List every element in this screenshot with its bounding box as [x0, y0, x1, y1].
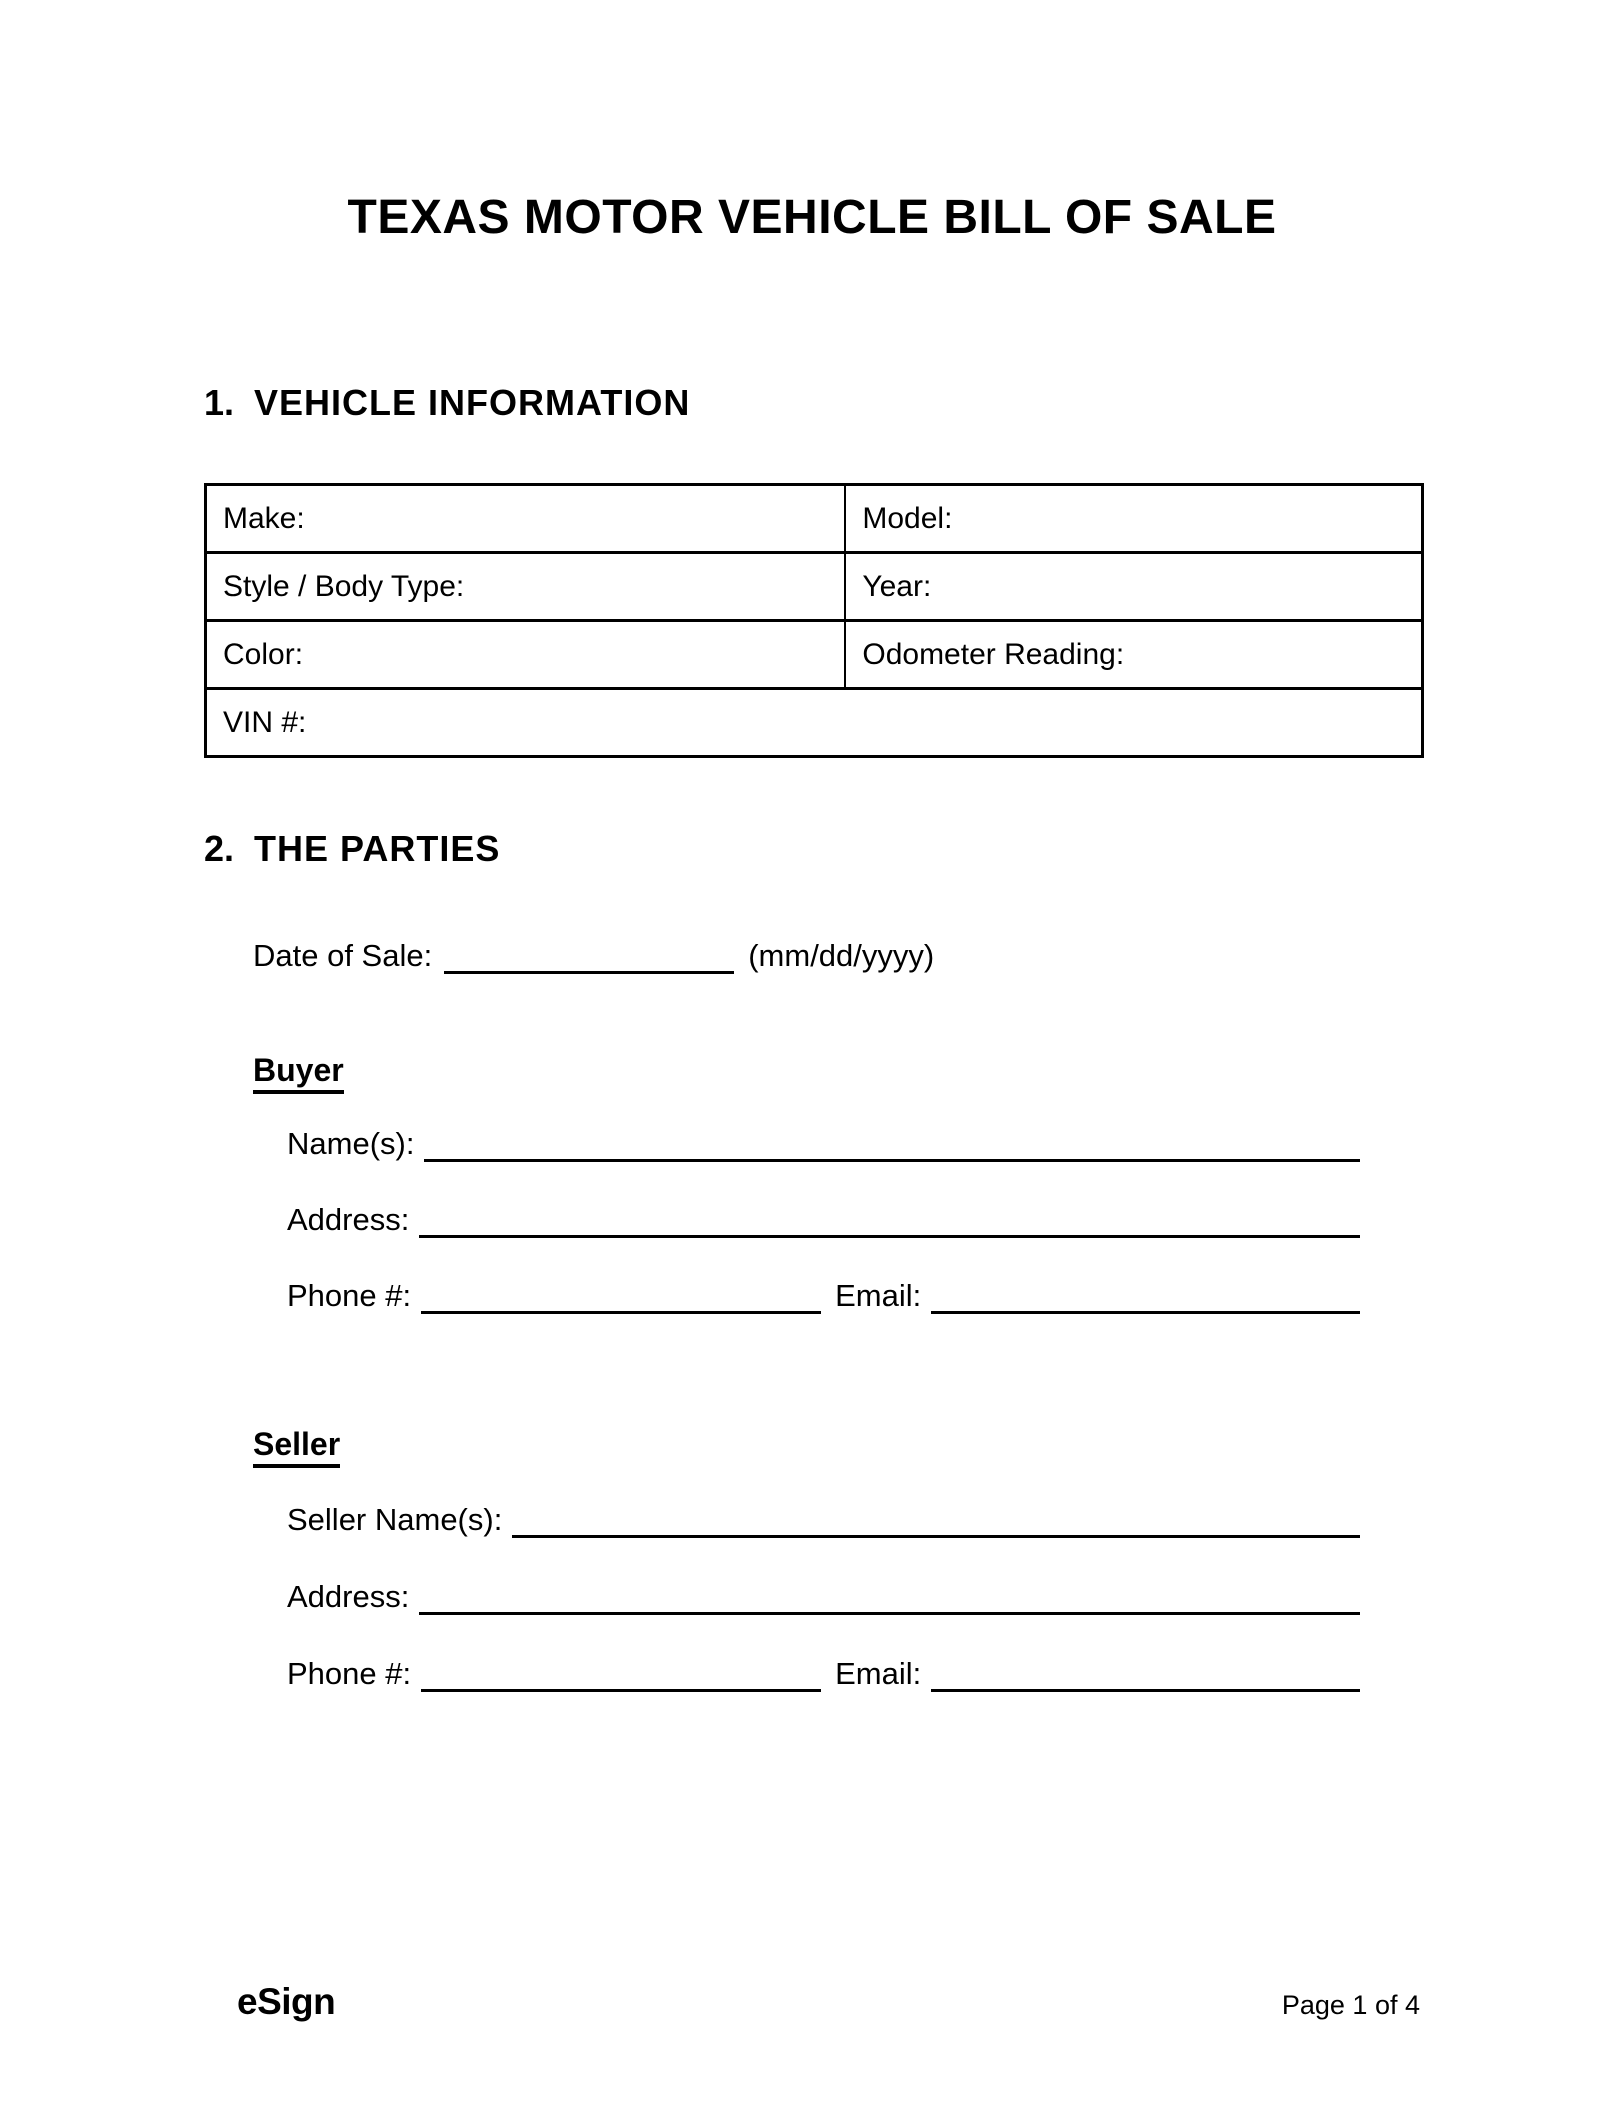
- seller-email-label: Email:: [835, 1656, 922, 1691]
- buyer-name-input-line[interactable]: [424, 1126, 1360, 1162]
- section-heading-label: VEHICLE INFORMATION: [254, 382, 691, 423]
- seller-heading-label: Seller: [253, 1428, 340, 1468]
- style-body-type-field-cell[interactable]: [206, 553, 846, 621]
- seller-phone-email-row: [287, 1656, 1360, 1692]
- seller-name-input-line[interactable]: [512, 1502, 1360, 1538]
- seller-address-label: Address:: [287, 1579, 410, 1614]
- document-title: TEXAS MOTOR VEHICLE BILL OF SALE: [347, 191, 1277, 244]
- year-field-cell[interactable]: [845, 553, 1422, 621]
- vin-field-cell[interactable]: [206, 689, 1423, 757]
- page-indicator: Page 1 of 4: [1281, 1990, 1420, 2020]
- buyer-address-label: Address:: [287, 1202, 410, 1237]
- table-row: [206, 485, 1423, 553]
- seller-heading: [253, 1428, 340, 1468]
- seller-name-label: Seller Name(s):: [287, 1502, 503, 1537]
- make-field-cell[interactable]: [206, 485, 846, 553]
- section-number: 2.: [204, 828, 235, 869]
- color-field-cell[interactable]: [206, 621, 846, 689]
- buyer-phone-label: Phone #:: [287, 1278, 412, 1313]
- buyer-phone-input-line[interactable]: [421, 1278, 821, 1314]
- date-of-sale-input-line[interactable]: [444, 938, 734, 974]
- section-heading-label: THE PARTIES: [254, 828, 501, 869]
- buyer-email-label: Email:: [835, 1278, 922, 1313]
- table-row: [206, 621, 1423, 689]
- vin-label: VIN #:: [223, 706, 307, 739]
- esign-logo: eSign: [237, 1981, 336, 2022]
- seller-phone-input-line[interactable]: [421, 1656, 821, 1692]
- buyer-name-label: Name(s):: [287, 1126, 415, 1161]
- buyer-name-row: [287, 1126, 1360, 1162]
- seller-address-input-line[interactable]: [419, 1579, 1360, 1615]
- odometer-label: Odometer Reading:: [862, 638, 1125, 671]
- buyer-phone-email-row: [287, 1278, 1360, 1314]
- style-body-type-label: Style / Body Type:: [223, 570, 465, 603]
- seller-address-row: [287, 1579, 1360, 1615]
- seller-name-row: [287, 1502, 1360, 1538]
- table-row: [206, 689, 1423, 757]
- buyer-address-input-line[interactable]: [419, 1202, 1360, 1238]
- section-heading-the-parties: [204, 828, 501, 869]
- date-of-sale-label: Date of Sale:: [253, 938, 433, 973]
- seller-phone-label: Phone #:: [287, 1656, 412, 1691]
- seller-email-input-line[interactable]: [931, 1656, 1360, 1692]
- buyer-email-input-line[interactable]: [931, 1278, 1360, 1314]
- section-number: 1.: [204, 382, 235, 423]
- table-row: [206, 553, 1423, 621]
- buyer-heading: [253, 1054, 344, 1094]
- model-field-cell[interactable]: [845, 485, 1422, 553]
- buyer-heading-label: Buyer: [253, 1054, 344, 1094]
- year-label: Year:: [862, 570, 932, 603]
- vehicle-info-table: [204, 483, 1424, 758]
- make-label: Make:: [223, 502, 305, 535]
- buyer-address-row: [287, 1202, 1360, 1238]
- model-label: Model:: [862, 502, 953, 535]
- odometer-field-cell[interactable]: [845, 621, 1422, 689]
- date-format-hint: (mm/dd/yyyy): [748, 938, 935, 973]
- date-of-sale-row: [253, 938, 1153, 974]
- section-heading-vehicle-information: [204, 382, 691, 423]
- color-label: Color:: [223, 638, 304, 671]
